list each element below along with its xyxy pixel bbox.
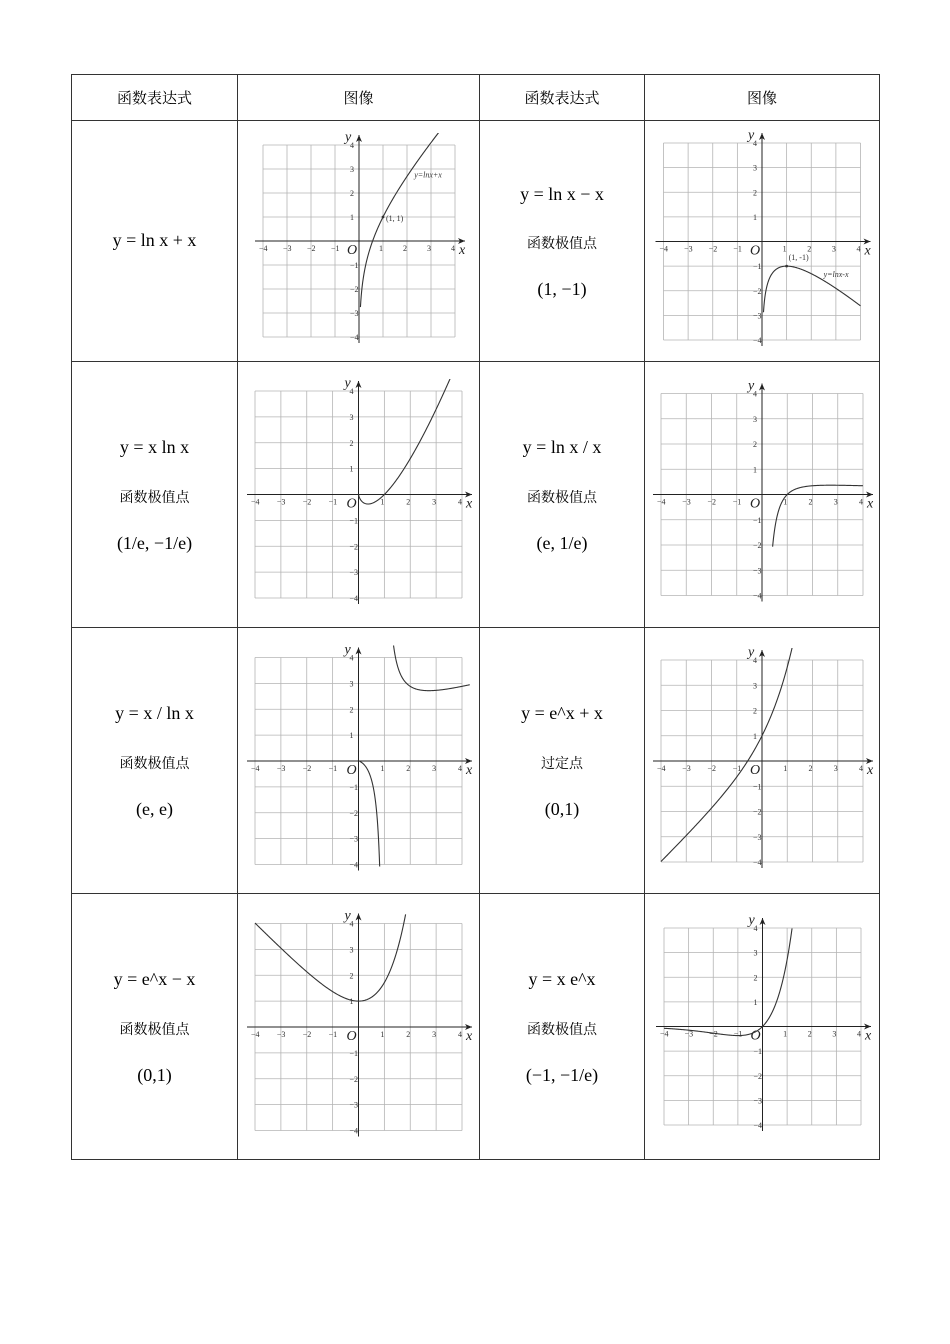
- origin-label: O: [750, 762, 761, 778]
- y-tick-label: 4: [753, 924, 757, 933]
- expression-cell: [480, 121, 645, 362]
- function-curve: [664, 928, 792, 1035]
- y-tick-label: 1: [349, 730, 354, 740]
- table-row: [72, 628, 880, 894]
- x-axis-label: x: [458, 243, 465, 258]
- x-tick-label: 1: [380, 1029, 385, 1039]
- x-tick-label: −4: [657, 763, 666, 773]
- y-axis-label: y: [344, 642, 351, 657]
- header-image-2: 图像: [645, 75, 880, 121]
- y-tick-label: 4: [349, 141, 354, 150]
- point-annotation: (1, -1): [788, 252, 809, 262]
- y-tick-label: −3: [349, 834, 359, 844]
- x-tick-label: −3: [276, 497, 286, 507]
- x-tick-label: −3: [684, 1029, 693, 1039]
- y-tick-label: 3: [753, 414, 757, 424]
- x-tick-label: −3: [684, 244, 693, 253]
- function-curve: [255, 914, 406, 1001]
- y-tick-label: 2: [753, 187, 757, 197]
- formula-ln-x-minus-x: y = ln x − x: [520, 183, 604, 204]
- graph-cell: [238, 628, 480, 894]
- curve-annotation: y=lnx-x: [823, 269, 849, 279]
- header-expression-1: 函数表达式: [72, 75, 238, 121]
- y-tick-label: −3: [753, 832, 762, 842]
- y-tick-label: −3: [349, 309, 359, 318]
- expression-cell: [72, 894, 238, 1160]
- table-row: [72, 121, 880, 362]
- x-tick-label: −1: [732, 497, 742, 507]
- graph-ln-x-plus-x: [249, 131, 469, 351]
- y-tick-label: −2: [753, 1071, 762, 1081]
- x-tick-label: −1: [328, 1029, 338, 1039]
- y-tick-label: 1: [349, 464, 354, 474]
- fixed-point-label: 过定点: [541, 755, 583, 772]
- y-tick-label: −4: [349, 594, 359, 603]
- expression-cell: [480, 362, 645, 628]
- graph-cell: [645, 121, 880, 362]
- function-reference-sheet: [71, 74, 879, 1160]
- y-tick-label: 2: [349, 704, 354, 714]
- x-axis-label: x: [867, 496, 874, 512]
- origin-label: O: [750, 496, 761, 512]
- x-tick-label: −2: [707, 497, 717, 507]
- formula-x-over-ln-x: y = x / ln x: [115, 703, 194, 724]
- x-axis-label: x: [864, 243, 871, 258]
- extremum-point: (e, 1/e): [536, 532, 588, 553]
- x-tick-label: −2: [302, 763, 312, 773]
- graph-cell: [645, 628, 880, 894]
- y-tick-label: −2: [349, 542, 359, 552]
- graph-ln-x-minus-x: [647, 129, 877, 354]
- fixed-point: (0,1): [544, 798, 580, 819]
- graph-e-x-plus-x: [647, 636, 877, 886]
- formula-e-x-plus-x: y = e^x + x: [521, 703, 603, 724]
- graph-cell: [645, 894, 880, 1160]
- y-axis-label: y: [748, 644, 755, 660]
- x-tick-label: −2: [302, 1029, 312, 1039]
- x-tick-label: −1: [328, 763, 338, 773]
- y-tick-label: −1: [753, 781, 762, 791]
- x-tick-label: −4: [251, 497, 260, 507]
- y-tick-label: 2: [349, 189, 354, 198]
- graph-cell: [238, 894, 480, 1160]
- y-tick-label: −1: [349, 516, 359, 526]
- y-tick-label: 3: [349, 165, 354, 174]
- x-tick-label: 4: [856, 1029, 861, 1039]
- y-axis-label: y: [344, 131, 351, 145]
- x-tick-label: 1: [783, 763, 788, 773]
- extremum-point: (1/e, −1/e): [116, 532, 193, 553]
- y-tick-label: 4: [349, 919, 354, 928]
- expression-cell: [72, 628, 238, 894]
- x-tick-label: 2: [808, 497, 813, 507]
- point-annotation: (1, 1): [385, 214, 403, 223]
- origin-label: O: [346, 1028, 357, 1044]
- y-tick-label: 3: [349, 678, 354, 688]
- y-tick-label: 4: [753, 655, 757, 665]
- extremum-label: 函数极值点: [527, 1021, 597, 1038]
- y-tick-label: 2: [753, 973, 757, 983]
- extremum-label: 函数极值点: [527, 236, 597, 253]
- formula-x-e-x: y = x e^x: [528, 969, 596, 990]
- y-tick-label: −2: [753, 807, 762, 816]
- graph-cell: [238, 362, 480, 628]
- x-tick-label: −4: [659, 244, 669, 253]
- x-tick-label: −4: [657, 497, 666, 507]
- extremum-label: 函数极值点: [527, 489, 597, 506]
- extremum-point: (−1, −1/e): [525, 1064, 599, 1085]
- x-tick-label: −1: [732, 763, 742, 773]
- y-tick-label: 1: [349, 996, 354, 1006]
- x-tick-label: 2: [808, 763, 813, 773]
- x-tick-label: 2: [406, 497, 411, 507]
- x-tick-label: 1: [380, 763, 385, 773]
- y-axis-label: y: [748, 913, 755, 928]
- y-tick-label: 3: [349, 412, 354, 422]
- x-tick-label: −2: [302, 497, 312, 507]
- y-tick-label: −1: [349, 1048, 359, 1058]
- y-tick-label: −4: [349, 1126, 359, 1135]
- y-tick-label: 1: [753, 465, 757, 475]
- y-tick-label: 1: [753, 731, 757, 741]
- y-tick-label: 3: [753, 680, 757, 690]
- x-axis-label: x: [466, 1028, 473, 1044]
- formula-ln-x-plus-x: y = ln x + x: [112, 230, 197, 251]
- y-tick-label: −4: [753, 591, 762, 601]
- x-tick-label: 2: [807, 1029, 812, 1039]
- y-tick-label: 3: [753, 948, 757, 958]
- x-tick-label: 3: [432, 1029, 437, 1039]
- y-tick-label: 1: [753, 997, 757, 1007]
- y-tick-label: −3: [753, 566, 762, 576]
- x-tick-label: −2: [708, 1029, 718, 1039]
- y-tick-label: −3: [753, 310, 762, 320]
- y-tick-label: 3: [753, 163, 757, 173]
- curve-annotation: y=lnx+x: [413, 170, 442, 180]
- x-tick-label: 2: [402, 244, 407, 253]
- x-tick-label: −4: [251, 1029, 260, 1039]
- y-axis-label: y: [748, 128, 755, 143]
- x-tick-label: −4: [659, 1029, 669, 1039]
- x-tick-label: 4: [856, 244, 861, 253]
- formula-e-x-minus-x: y = e^x − x: [113, 969, 196, 990]
- function-curve: [661, 637, 795, 861]
- extremum-point: (1, −1): [537, 279, 587, 300]
- x-tick-label: 1: [782, 1029, 787, 1039]
- y-tick-label: −4: [753, 1121, 762, 1130]
- y-tick-label: −2: [349, 808, 359, 818]
- graph-x-ln-x: [241, 372, 476, 617]
- y-tick-label: 1: [349, 213, 354, 222]
- x-tick-label: −1: [330, 244, 340, 253]
- origin-label: O: [750, 243, 761, 258]
- expression-cell: [480, 894, 645, 1160]
- y-tick-label: 4: [349, 387, 354, 396]
- y-axis-label: y: [748, 378, 755, 394]
- x-tick-label: −4: [258, 244, 268, 253]
- header-expression-2: 函数表达式: [480, 75, 645, 121]
- table-row: [72, 362, 880, 628]
- header-image-1: 图像: [238, 75, 480, 121]
- origin-label: O: [346, 496, 357, 512]
- y-tick-label: −1: [349, 261, 359, 270]
- x-tick-label: −3: [682, 763, 691, 773]
- y-tick-label: −1: [349, 782, 359, 792]
- x-tick-label: 3: [831, 244, 836, 253]
- x-tick-label: −1: [733, 244, 742, 253]
- y-tick-label: −4: [349, 860, 359, 869]
- x-tick-label: 3: [833, 497, 838, 507]
- x-tick-label: 3: [833, 763, 838, 773]
- x-axis-label: x: [466, 762, 473, 778]
- x-tick-label: −2: [306, 244, 316, 253]
- y-tick-label: −3: [349, 568, 359, 578]
- extremum-label: 函数极值点: [119, 489, 190, 506]
- origin-label: O: [346, 243, 357, 258]
- y-axis-label: y: [344, 908, 351, 923]
- y-tick-label: −2: [349, 285, 359, 294]
- y-tick-label: 2: [753, 440, 757, 449]
- x-tick-label: 4: [458, 497, 462, 507]
- function-curve: [359, 372, 455, 504]
- graph-e-x-minus-x: [241, 902, 476, 1152]
- x-tick-label: 2: [406, 1029, 411, 1039]
- x-axis-label: x: [466, 496, 473, 512]
- expression-cell: [72, 121, 238, 362]
- y-tick-label: 4: [349, 653, 354, 662]
- y-tick-label: 1: [753, 212, 757, 222]
- x-tick-label: 4: [859, 497, 863, 507]
- x-tick-label: 1: [783, 497, 788, 507]
- x-tick-label: 4: [450, 244, 455, 253]
- graph-cell: [645, 362, 880, 628]
- graph-cell: [238, 121, 480, 362]
- x-tick-label: 3: [432, 497, 437, 507]
- y-tick-label: −3: [349, 1100, 359, 1110]
- x-tick-label: 1: [378, 244, 383, 253]
- y-tick-label: −1: [753, 261, 762, 271]
- x-tick-label: 3: [831, 1029, 836, 1039]
- graph-ln-x-over-x: [647, 372, 877, 617]
- y-tick-label: 2: [349, 970, 354, 980]
- function-curve: [360, 636, 470, 880]
- expression-cell: [480, 628, 645, 894]
- x-tick-label: −4: [251, 763, 260, 773]
- function-table: [71, 74, 880, 1160]
- table-row: [72, 894, 880, 1160]
- x-tick-label: 2: [807, 244, 812, 253]
- graph-x-over-ln-x: [241, 636, 476, 886]
- y-tick-label: 2: [753, 706, 757, 715]
- y-tick-label: −4: [753, 857, 762, 867]
- formula-x-ln-x: y = x ln x: [119, 437, 190, 458]
- y-tick-label: 4: [753, 389, 757, 399]
- x-tick-label: −1: [733, 1029, 742, 1039]
- x-tick-label: 4: [859, 763, 863, 773]
- x-tick-label: 2: [406, 763, 411, 773]
- origin-label: O: [346, 762, 357, 778]
- y-tick-label: −2: [753, 541, 762, 550]
- key-point-marker: [785, 264, 788, 267]
- y-tick-label: 4: [753, 138, 757, 148]
- x-axis-label: x: [864, 1028, 871, 1044]
- x-tick-label: −3: [276, 1029, 286, 1039]
- x-tick-label: 3: [426, 244, 431, 253]
- y-tick-label: −2: [349, 1074, 359, 1084]
- extremum-label: 函数极值点: [119, 755, 190, 772]
- x-tick-label: −1: [328, 497, 338, 507]
- expression-cell: [72, 362, 238, 628]
- x-tick-label: −3: [682, 497, 691, 507]
- y-tick-label: −4: [349, 333, 359, 342]
- y-tick-label: −1: [753, 515, 762, 525]
- x-tick-label: −2: [707, 763, 717, 773]
- x-tick-label: 4: [458, 763, 462, 773]
- x-tick-label: −3: [282, 244, 292, 253]
- origin-label: O: [750, 1028, 761, 1044]
- x-axis-label: x: [867, 762, 874, 778]
- header-row: [72, 75, 880, 121]
- y-tick-label: 3: [349, 944, 354, 954]
- y-tick-label: −1: [753, 1047, 762, 1057]
- extremum-point: (0,1): [137, 1064, 172, 1085]
- y-tick-label: −3: [753, 1096, 762, 1106]
- x-tick-label: −3: [276, 763, 286, 773]
- x-tick-label: 3: [432, 763, 437, 773]
- x-tick-label: 1: [782, 244, 787, 253]
- formula-ln-x-over-x: y = ln x / x: [522, 437, 602, 458]
- y-axis-label: y: [344, 376, 351, 391]
- x-tick-label: −2: [708, 244, 718, 253]
- extremum-label: 函数极值点: [119, 1021, 190, 1038]
- y-tick-label: −2: [753, 286, 762, 296]
- extremum-point: (e, e): [136, 798, 173, 819]
- key-point-marker: [381, 216, 384, 219]
- x-tick-label: 1: [380, 497, 385, 507]
- y-tick-label: −4: [753, 335, 762, 345]
- y-tick-label: 2: [349, 438, 354, 448]
- graph-x-e-x: [650, 909, 875, 1144]
- x-tick-label: 4: [458, 1029, 462, 1039]
